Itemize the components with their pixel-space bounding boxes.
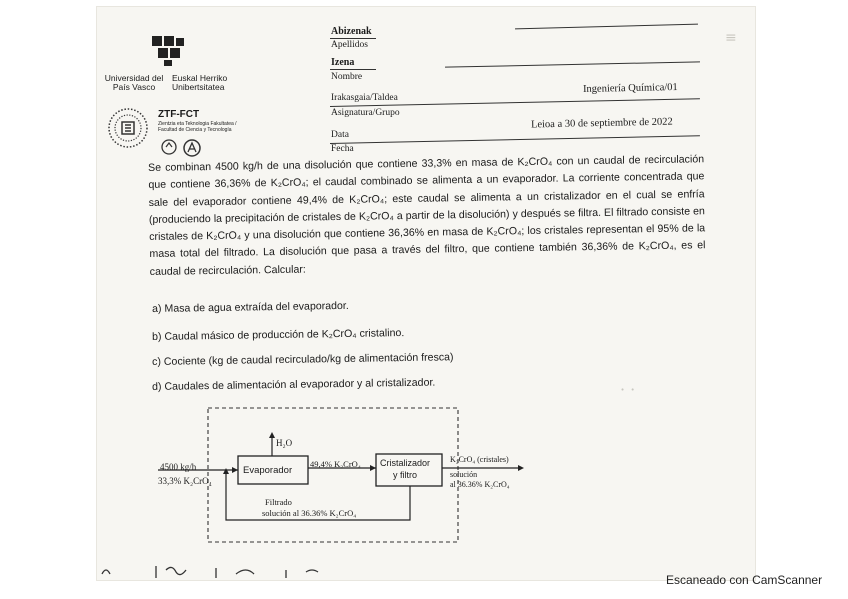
subject-label-es: Asignatura/Grupo	[331, 108, 400, 118]
question-a: a) Masa de agua extraída del evaporador.	[152, 299, 349, 315]
product-label-2: solución	[450, 470, 478, 479]
scanner-watermark: Escaneado con CamScanner	[666, 573, 823, 587]
faculty-subtitle: Zientzia eta Teknologia Fakultatea / Facultad de Ciencia y Tecnología	[158, 121, 237, 133]
evaporator-label: Evaporador	[243, 465, 293, 476]
university-name-eu: Euskal Herriko Unibertsitatea	[172, 73, 228, 92]
subject-value: Ingeniería Química/01	[582, 82, 678, 95]
question-c: c) Cociente (kg de caudal recirculado/kg de alimentación fresca)	[152, 351, 454, 368]
problem-statement: Se combinan 4500 kg/h de una disolución que contiene 33,3% en masa de K₂CrO₄ con un caudal de recirculación que contiene 36,36% de K₂CrO₄; el caudal combinado se alimenta a un evaporador. La corriente concentrada que sale del evaporador contiene 49,4% de K₂CrO₄; este caudal se alimenta a un cristalizador en el cual se enfría (produciendo la precipitación de cristales de K₂CrO₄ a partir de la disolución) y después se filtra. El filtrado consiste en cristales de K₂CrO₄ y una disolución que contiene 36,36% en masa de K₂CrO₄; los cristales representan el 95% de la masa total del filtrado. La disolución que pasa a través del filtro, que contiene también 36,36% de K₂CrO₄, es el caudal de recirculación. Calcular:	[148, 153, 706, 278]
water-label: H₂O	[276, 438, 293, 448]
name-label-es: Nombre	[331, 72, 363, 82]
faculty-name: ZTF-FCT	[158, 109, 200, 120]
question-b: b) Caudal másico de producción de K₂CrO₄ cristalino.	[152, 327, 405, 343]
recycle-label-1: Filtrado	[265, 497, 292, 507]
name-label-eu: Izena	[331, 57, 355, 68]
feed-flow-label: 4500 kg/h	[160, 462, 197, 472]
feed-composition-label: 33,3% K₂CrO₄	[158, 476, 212, 486]
university-name-es: Universidad del País Vasco	[104, 73, 164, 92]
bleed-through-marks: ≡	[725, 30, 737, 46]
date-value: Leioa a 30 de septiembre de 2022	[530, 116, 673, 131]
surname-label-eu: Abizenak	[331, 26, 372, 37]
name-underline	[330, 69, 376, 70]
date-label-es: Fecha	[331, 144, 354, 154]
product-label-1: K₂CrO₄ (cristales)	[450, 455, 509, 464]
question-d: d) Caudales de alimentación al evaporador y al cristalizador.	[152, 376, 436, 393]
university-logo-icon	[150, 34, 188, 68]
crystallizer-label-1: Cristalizador	[380, 458, 431, 468]
crystallizer-label-2: y filtro	[393, 470, 418, 480]
date-label-eu: Data	[331, 130, 349, 140]
product-label-3: al 36.36% K₂CrO₄	[450, 480, 510, 489]
mid-stream-label: 49,4% K₂CrO₄	[310, 459, 361, 469]
subject-label-eu: Irakasgaia/Taldea	[331, 93, 398, 103]
bleed-through-marks: · ·	[620, 380, 636, 399]
surname-underline	[330, 38, 376, 39]
recycle-label-2: solución al 36.36% K₂CrO₄	[262, 508, 357, 518]
certification-icons	[160, 138, 206, 158]
surname-label-es: Apellidos	[331, 40, 368, 50]
faculty-emblem-icon	[106, 106, 150, 150]
handwriting-fragment	[96, 560, 396, 580]
